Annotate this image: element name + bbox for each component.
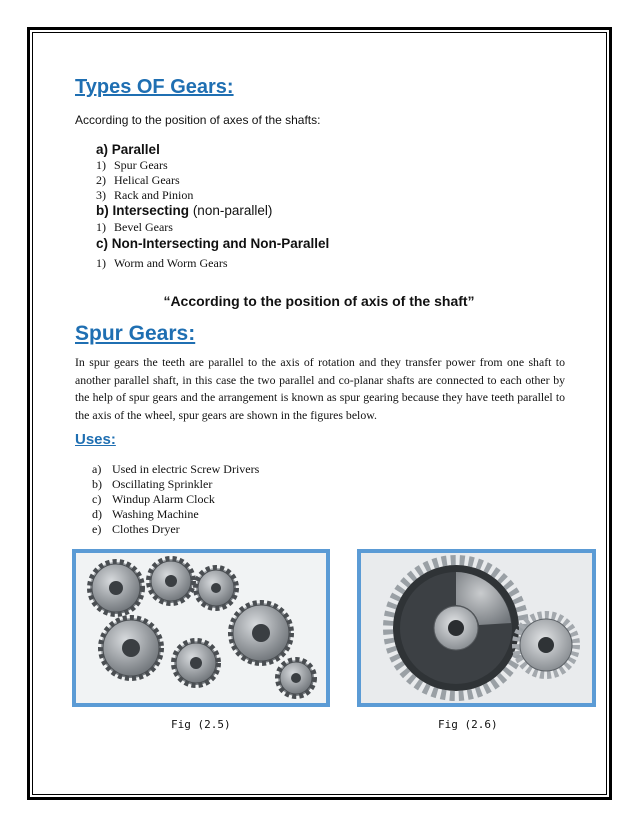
quote-heading: “According to the position of axis of the shaft”	[163, 293, 475, 309]
category-title: Non-Intersecting and Non-Parallel	[111, 236, 330, 251]
figure-caption-right: Fig (2.6)	[438, 718, 498, 731]
figure-spur-gear-and-pinion	[357, 549, 596, 707]
spur-gears-heading: Spur Gears:	[75, 322, 196, 345]
figure-caption-left: Fig (2.5)	[171, 718, 231, 731]
uses-heading: Uses:	[75, 431, 116, 448]
category-label: a)	[96, 142, 109, 157]
use-item: a) Used in electric Screw Drivers	[92, 462, 260, 476]
types-of-gears-heading: Types OF Gears:	[75, 76, 234, 98]
use-item: e) Clothes Dryer	[92, 522, 180, 536]
list-item: 1) Bevel Gears	[96, 220, 173, 234]
list-item: 2) Helical Gears	[96, 173, 180, 187]
category-intersecting	[96, 203, 272, 218]
use-item: b) Oscillating Sprinkler	[92, 477, 213, 491]
category-nonintersecting	[96, 236, 329, 251]
category-parallel	[96, 142, 160, 157]
list-item: 1) Spur Gears	[96, 158, 168, 172]
types-intro: According to the position of axes of the shafts:	[75, 113, 321, 127]
use-item: c) Windup Alarm Clock	[92, 492, 215, 506]
category-title: Parallel	[111, 142, 160, 157]
gears-photo-right	[361, 553, 592, 703]
list-item: 1) Worm and Worm Gears	[96, 256, 228, 270]
category-label: b)	[96, 203, 109, 218]
spur-gears-paragraph: In spur gears the teeth are parallel to the axis of rotation and they transfer power from one shaft to another parallel shaft, in this case the two parallel and co-planar shafts are connected to each other by the help of spur gears and the arrangement is known as spur gearing because they have teeth parallel to the axis of the wheel, spur gears are shown in the figures below.	[75, 355, 565, 422]
category-title: Intersecting	[112, 203, 190, 218]
list-item: 3) Rack and Pinion	[96, 188, 194, 202]
category-label: c)	[96, 236, 109, 251]
use-item: d) Washing Machine	[92, 507, 199, 521]
gears-photo-left	[76, 553, 326, 703]
category-note: (non-parallel)	[192, 203, 273, 218]
figure-spur-gears-assorted	[72, 549, 330, 707]
